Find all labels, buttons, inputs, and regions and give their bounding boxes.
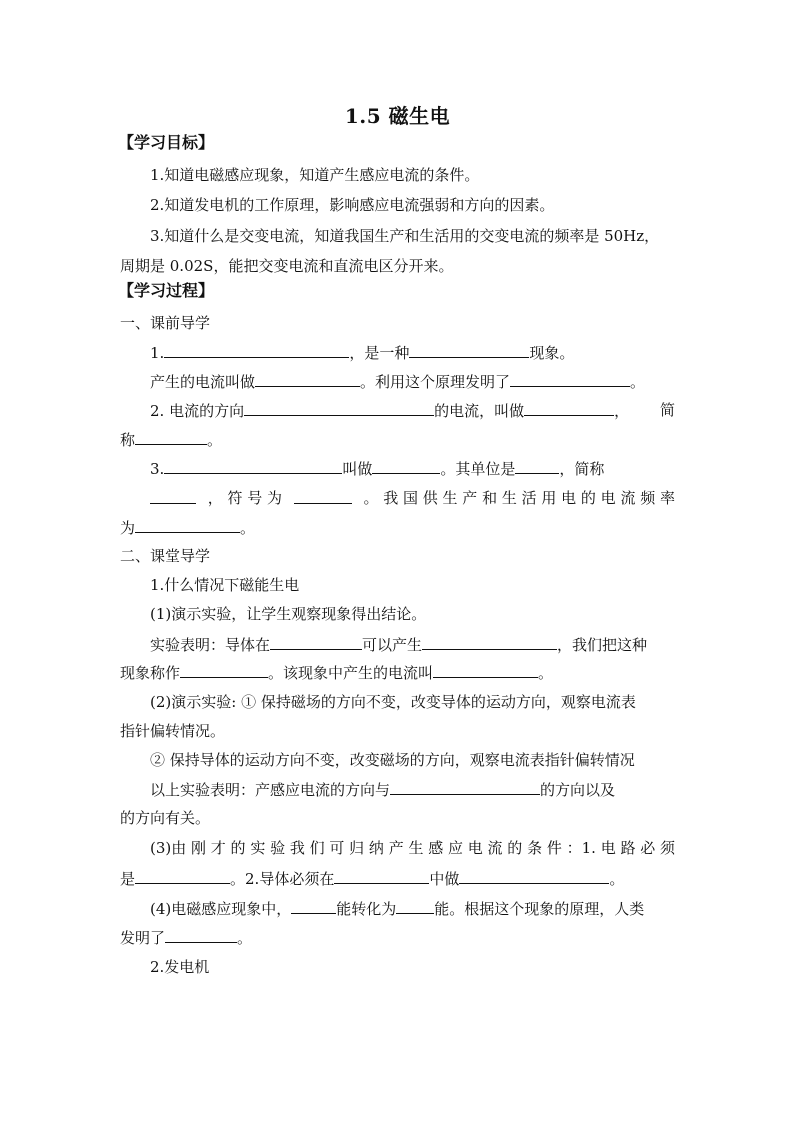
text: 。 [630,373,646,391]
s1-q1-line-a [150,342,675,363]
text: 是 [120,870,136,888]
answer-blank[interactable] [459,868,609,884]
s2-exp2-b: 指针偏转情况。 [120,722,226,740]
answer-blank[interactable] [334,868,429,884]
text: 现象称作 [120,664,181,682]
answer-blank[interactable] [164,458,342,474]
text: 发明了 [120,929,166,947]
answer-blank[interactable] [180,662,268,678]
s2-exp2-a: (2)演示实验: ① 保持磁场的方向不变，改变导体的运动方向，观察电流表 [150,693,636,711]
s2-exp2-e: 的方向有关。 [120,809,211,827]
objectives-heading: 【学习目标】 [118,133,215,152]
answer-blank[interactable] [135,868,230,884]
s1-q1-line-b [150,371,675,392]
text: 产生的电流叫做 [150,373,256,391]
answer-blank[interactable] [164,342,349,358]
text: ，我们把这种 [557,636,648,654]
s2-res2 [120,662,675,683]
answer-blank[interactable] [372,458,440,474]
document-page [120,0,675,1123]
s2-exp3-b [120,868,675,889]
text: ， [614,402,630,420]
text: 叫做 [342,460,373,478]
text: 为 [120,519,136,537]
objective-3: 3.知道什么是交变电流，知道我国生产和生活用的交变电流的频率是 50Hz， [150,227,660,245]
s2-exp4-a [150,898,675,919]
text: ，是一种 [349,344,410,362]
answer-blank[interactable] [244,400,434,416]
s2-exp3-a: (3)由 刚 才 的 实 验 我 们 可 归 纳 产 生 感 应 电 流 的 条 件 ：1. 电 路 必 须 [150,839,675,857]
answer-blank[interactable] [396,898,434,914]
text: 实验表明：导体在 [150,636,271,654]
s2-exp4-b [120,927,675,948]
answer-blank[interactable] [291,898,336,914]
text: 1. [150,344,165,362]
answer-blank[interactable] [150,488,196,504]
s2-res1 [150,634,675,655]
text: 的方向以及 [540,781,616,799]
text: 能转化为 [336,900,397,918]
text: 。 [240,519,256,537]
text: 中做 [429,870,460,888]
section1-heading: 一、课前导学 [120,314,211,332]
text: ， 符 号 为 [207,489,283,507]
text: 。 [609,870,625,888]
objective-3-cont: 周期是 0.02S，能把交变电流和直流电区分开来。 [120,257,454,275]
text: 。 [538,664,554,682]
process-heading: 【学习过程】 [118,281,215,300]
text: 简 [659,401,675,419]
text: 。2.导体必须在 [230,870,335,888]
objective-2: 2.知道发电机的工作原理，影响感应电流强弱和方向的因素。 [150,196,555,214]
s2-sub2: 2.发电机 [150,958,210,976]
text: 能。根据这个现象的原理，人类 [434,900,645,918]
answer-blank[interactable] [294,488,352,504]
s2-sub1: 1.什么情况下磁能生电 [150,576,300,594]
answer-blank[interactable] [390,779,540,795]
text: 以上实验表明：产感应电流的方向与 [150,781,391,799]
s2-exp2-c: ② 保持导体的运动方向不变，改变磁场的方向，观察电流表指针偏转情况 [150,751,635,769]
s1-q3-line-c [120,517,675,538]
text: 。 我 国 供 生 产 和 生 活 用 电 的 电 流 频 率 [363,489,675,507]
answer-blank[interactable] [135,517,240,533]
answer-blank[interactable] [524,400,614,416]
s1-q3-line-b [150,488,675,508]
s2-exp2-d [150,779,675,800]
text: 称 [120,431,136,449]
text: (4)电磁感应现象中， [150,900,292,918]
answer-blank[interactable] [515,458,559,474]
objective-1: 1.知道电磁感应现象，知道产生感应电流的条件。 [150,166,480,184]
text: 。利用这个原理发明了 [360,373,511,391]
answer-blank[interactable] [255,371,360,387]
text: 。 [237,929,253,947]
s1-q2-line-b [120,429,675,450]
answer-blank[interactable] [409,342,529,358]
answer-blank[interactable] [270,634,362,650]
text: 。其单位是 [440,460,516,478]
answer-blank[interactable] [422,634,557,650]
page-title: 1.5 磁生电 [344,104,451,128]
text: 现象。 [529,344,575,362]
s1-q2-line-a [150,400,675,421]
s2-exp1: (1)演示实验，让学生观察现象得出结论。 [150,605,427,623]
s1-q3-line-a [150,458,675,479]
answer-blank[interactable] [433,662,538,678]
text: 2. 电流的方向 [150,402,245,420]
text: 的电流，叫做 [434,402,525,420]
text: 。该现象中产生的电流叫 [268,664,434,682]
text: 3. [150,460,165,478]
answer-blank[interactable] [510,371,630,387]
answer-blank[interactable] [135,429,207,445]
text: 。 [207,431,223,449]
text: 可以产生 [362,636,423,654]
answer-blank[interactable] [165,927,237,943]
text: ，简称 [559,460,605,478]
section2-heading: 二、课堂导学 [120,547,211,565]
